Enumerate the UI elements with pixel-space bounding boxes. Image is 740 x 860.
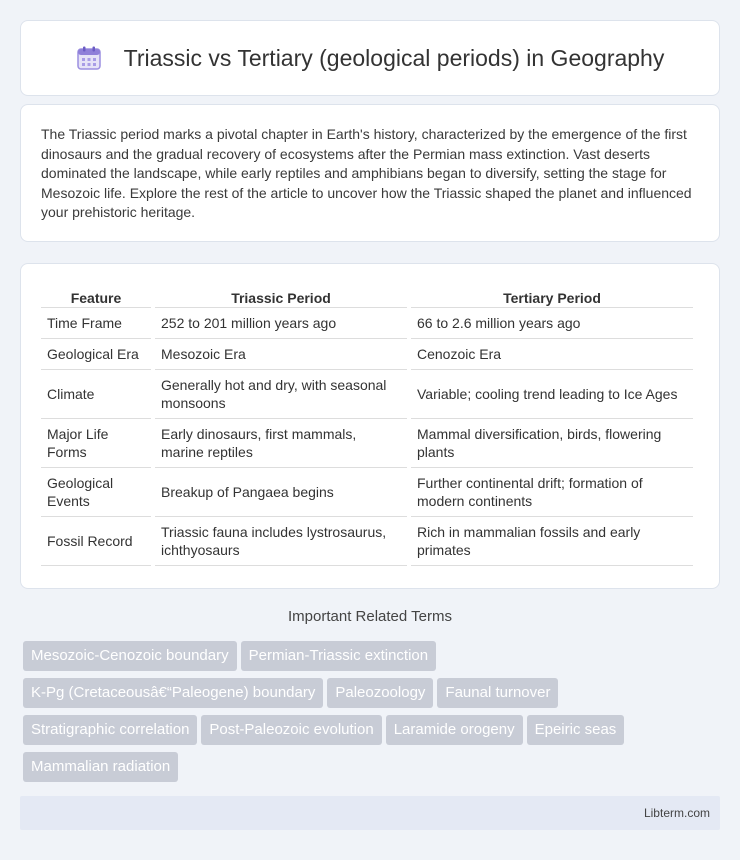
intro-paragraph: The Triassic period marks a pivotal chapter in Earth's history, characterized by the emergence of the first dinosaurs and the gradual recovery of ecosystems after the Permian mass extinction. Vast deserts dominated the landscape, while early reptiles and amphibians began to diversify, setting the stage for Mesozoic life. Explore the rest of the article to uncover how the Triassic shaped the planet and influenced your prehistoric heritage. [41,126,692,220]
related-term-tag[interactable]: Stratigraphic correlation [23,715,197,745]
table-cell: Breakup of Pangaea begins [155,468,407,517]
table-row [41,468,693,517]
table-row [41,517,693,566]
table-cell: 252 to 201 million years ago [155,308,407,339]
calendar-icon [76,45,102,71]
header-card [20,20,720,96]
table-cell: 66 to 2.6 million years ago [411,308,693,339]
related-terms-list [23,641,723,789]
table-cell: Fossil Record [41,517,151,566]
table-cell: Time Frame [41,308,151,339]
table-cell: Mesozoic Era [155,339,407,370]
related-terms-title: Important Related Terms [288,608,452,625]
header-tertiary: Tertiary Period [411,284,693,308]
related-term-tag[interactable]: Paleozoology [327,678,433,708]
related-term-tag[interactable]: K-Pg (Cretaceousâ€“Paleogene) boundary [23,678,323,708]
header-feature: Feature [41,284,151,308]
comparison-table-card [20,263,720,589]
table-row [41,370,693,419]
related-term-tag[interactable]: Epeiric seas [527,715,625,745]
table-cell: Geological Events [41,468,151,517]
related-term-tag[interactable]: Permian-Triassic extinction [241,641,437,671]
table-cell: Mammal diversification, birds, flowering plants [411,419,693,468]
table-cell: Variable; cooling trend leading to Ice Ages [411,370,693,419]
table-cell: Generally hot and dry, with seasonal monsoons [155,370,407,419]
table-cell: Climate [41,370,151,419]
footer [20,796,720,830]
page-title: Triassic vs Tertiary (geological periods) in Geography [123,44,665,71]
related-term-tag[interactable]: Laramide orogeny [386,715,523,745]
table-cell: Early dinosaurs, first mammals, marine reptiles [155,419,407,468]
related-term-tag[interactable]: Mesozoic-Cenozoic boundary [23,641,237,671]
table-header-row [41,284,693,308]
comparison-table [37,284,697,566]
table-cell: Major Life Forms [41,419,151,468]
table-cell: Further continental drift; formation of modern continents [411,468,693,517]
related-term-tag[interactable]: Post-Paleozoic evolution [201,715,381,745]
footer-brand-link[interactable]: Libterm.com [643,806,710,820]
table-cell: Rich in mammalian fossils and early primates [411,517,693,566]
table-cell: Cenozoic Era [411,339,693,370]
related-term-tag[interactable]: Faunal turnover [437,678,558,708]
related-term-tag[interactable]: Mammalian radiation [23,752,178,782]
header-triassic: Triassic Period [155,284,407,308]
table-row [41,308,693,339]
table-row [41,419,693,468]
table-cell: Geological Era [41,339,151,370]
table-cell: Triassic fauna includes lystrosaurus, ichthyosaurs [155,517,407,566]
table-row [41,339,693,370]
intro-card [20,104,720,242]
